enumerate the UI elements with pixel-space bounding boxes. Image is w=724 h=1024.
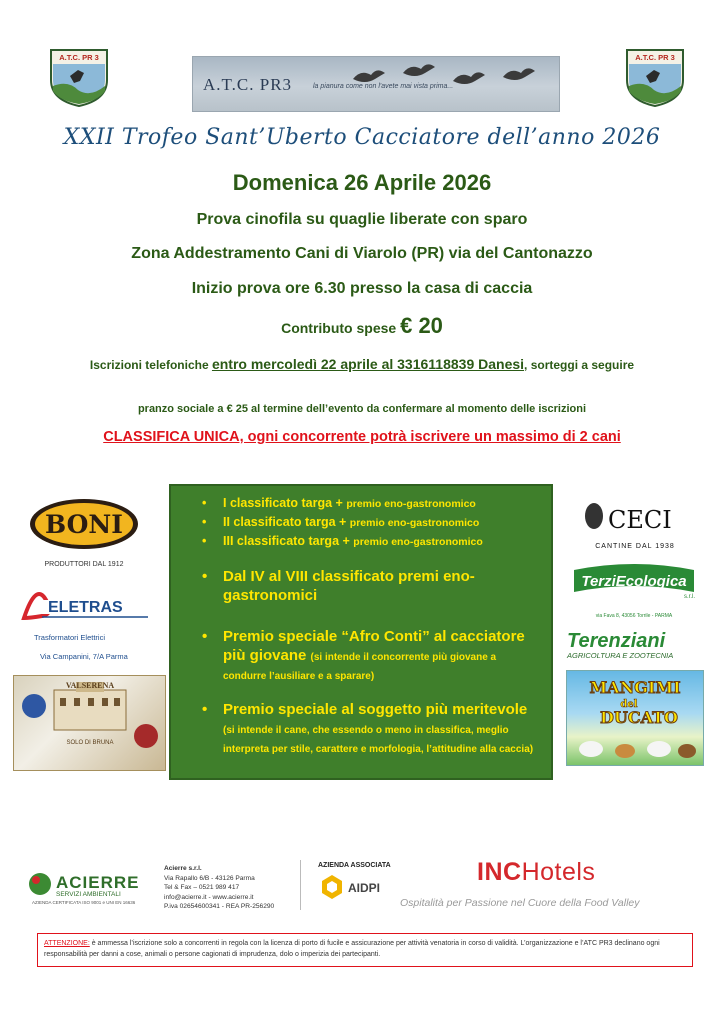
valserena-name: VALSERENA	[65, 681, 115, 690]
ceci-tagline: CANTINE DAL 1938	[595, 543, 675, 550]
info-address: Via Rapallo 6/B - 43126 Parma	[164, 874, 255, 882]
eletras-logo	[16, 578, 156, 664]
event-start-time: Inizio prova ore 6.30 presso la casa di caccia	[191, 280, 533, 297]
atc-banner	[192, 56, 560, 112]
aidpi-label: AZIENDA ASSOCIATA	[318, 862, 391, 869]
inc-bold: INC	[477, 858, 522, 886]
eletras-address: Via Campanini, 7/A Parma	[40, 652, 128, 661]
registration-pre: Iscrizioni telefoniche	[89, 358, 212, 372]
mangimi-del-ducato-logo	[566, 670, 704, 766]
terenziani-name: Terenziani	[567, 630, 666, 652]
liability-warning	[37, 933, 693, 967]
atc-shield-logo-right	[624, 46, 686, 108]
info-web: info@acierre.it - www.acierre.it	[164, 893, 254, 901]
shield-label: A.T.C. PR 3	[635, 53, 675, 62]
event-lunch: pranzo sociale a € 25 al termine dell’evento da confermare al momento delle iscrizioni	[137, 403, 587, 415]
inc-hotels-logo	[477, 858, 595, 887]
ceci-logo	[580, 500, 690, 548]
ducks-flying-icon	[343, 59, 553, 99]
terzi-srl: s.r.l.	[684, 594, 696, 600]
mangimi-line2: del	[620, 699, 638, 710]
prize-item: • I classificato targa + premio eno-gastronomico	[193, 494, 535, 513]
acierre-name: ACIERRE	[56, 873, 140, 892]
valserena-logo	[13, 675, 166, 771]
banner-title: A.T.C. PR3	[203, 75, 293, 94]
registration-post: , sorteggi a seguire	[524, 358, 635, 372]
event-headline: XXII Trofeo Sant’Uberto Cacciatore dell’anno 2026	[63, 125, 661, 150]
inc-hotels-tagline: Ospitalità per Passione nel Cuore della Food Valley	[400, 897, 640, 909]
fee-label: Contributo spese	[281, 320, 397, 336]
terenziani-tagline: AGRICOLTURA E ZOOTECNIA	[567, 651, 674, 660]
footer-divider	[300, 860, 301, 910]
aidpi-logo	[318, 862, 398, 912]
event-registration	[0, 356, 724, 374]
atc-shield-logo-left	[48, 46, 110, 108]
prize-item: • III classificato targa + premio eno-gastronomico	[193, 532, 535, 551]
event-fee	[0, 313, 724, 339]
boni-logo	[28, 498, 140, 566]
terzi-name: TerziEcologica	[581, 573, 687, 590]
event-location: Zona Addestramento Cani di Viarolo (PR) via del Cantonazzo	[131, 245, 593, 262]
prize-item: • Premio speciale al soggetto più meritevole (si intende il cane, che essendo o meno in classifica, meglio interpreta per stile, carattere e morfologia, l’attitudine alla caccia)	[193, 700, 535, 757]
terenziani-logo	[567, 630, 703, 666]
warning-label: ATTENZIONE:	[44, 940, 90, 947]
info-vat: P.iva 02654600341 - REA PR-256290	[164, 903, 275, 911]
acierre-sub: SERVIZI AMBIENTALI	[56, 891, 121, 898]
prize-item: • Dal IV al VIII classificato premi eno-gastronomici	[193, 567, 535, 605]
shield-label: A.T.C. PR 3	[59, 53, 99, 62]
warning-text: è ammessa l’iscrizione solo a concorrenti in regola con la licenza di porto di fucile e assicurazione per attività venatoria in corso di validità. L’organizzazione e l’ATC PR3 declinano ogni responsabilità per danni a cose, animali o persone cagionati di imprudenza, dolo o imperizia dei partecipanti.	[44, 940, 660, 958]
event-date: Domenica 26 Aprile 2026	[232, 170, 492, 195]
prize-list	[193, 494, 535, 757]
acierre-contact-info	[164, 864, 274, 912]
terzi-ecologica-logo	[572, 560, 696, 620]
eletras-description: Trasformatori Elettrici	[34, 633, 105, 642]
boni-name: BONI	[45, 510, 123, 539]
eletras-name: ELETRAS	[48, 599, 123, 616]
prize-item: • Premio speciale “Afro Conti” al cacciatore più giovane (si intende il concorrente più giovane a condurre l’ausiliare e a sparare)	[193, 627, 535, 684]
boni-tagline: PRODUTTORI DAL 1912	[44, 561, 124, 568]
terzi-address: via Fava 8, 43056 Torrile - PARMA	[595, 613, 673, 619]
banner-tagline: la pianura come non l'avete mai vista prima...	[313, 83, 454, 90]
event-ranking-notice: CLASSIFICA UNICA, ogni concorrente potrà iscrivere un massimo di 2 cani	[103, 429, 621, 445]
inc-thin: Hotels	[521, 858, 596, 886]
mangimi-line3: DUCATO	[600, 708, 678, 727]
registration-highlight: entro mercoledì 22 aprile al 3316118839 Danesi	[211, 356, 525, 372]
prize-box	[169, 484, 553, 780]
fee-amount: € 20	[400, 313, 443, 338]
valserena-sub: SOLO DI BRUNA	[66, 740, 114, 746]
event-description: Prova cinofila su quaglie liberate con sparo	[196, 211, 528, 228]
aidpi-name: AIDPI	[348, 881, 381, 895]
prize-item: • II classificato targa + premio eno-gastronomico	[193, 513, 535, 532]
acierre-cert: AZIENDA CERTIFICATA ISO 9001 e UNI EN 16636	[32, 900, 136, 905]
acierre-logo	[26, 866, 152, 906]
ceci-name: CECI	[608, 506, 672, 534]
info-phone: Tel & Fax – 0521 989 417	[164, 884, 240, 892]
info-company: Acierre s.r.l.	[164, 865, 202, 872]
mangimi-line1: MANGIMI	[589, 678, 681, 697]
